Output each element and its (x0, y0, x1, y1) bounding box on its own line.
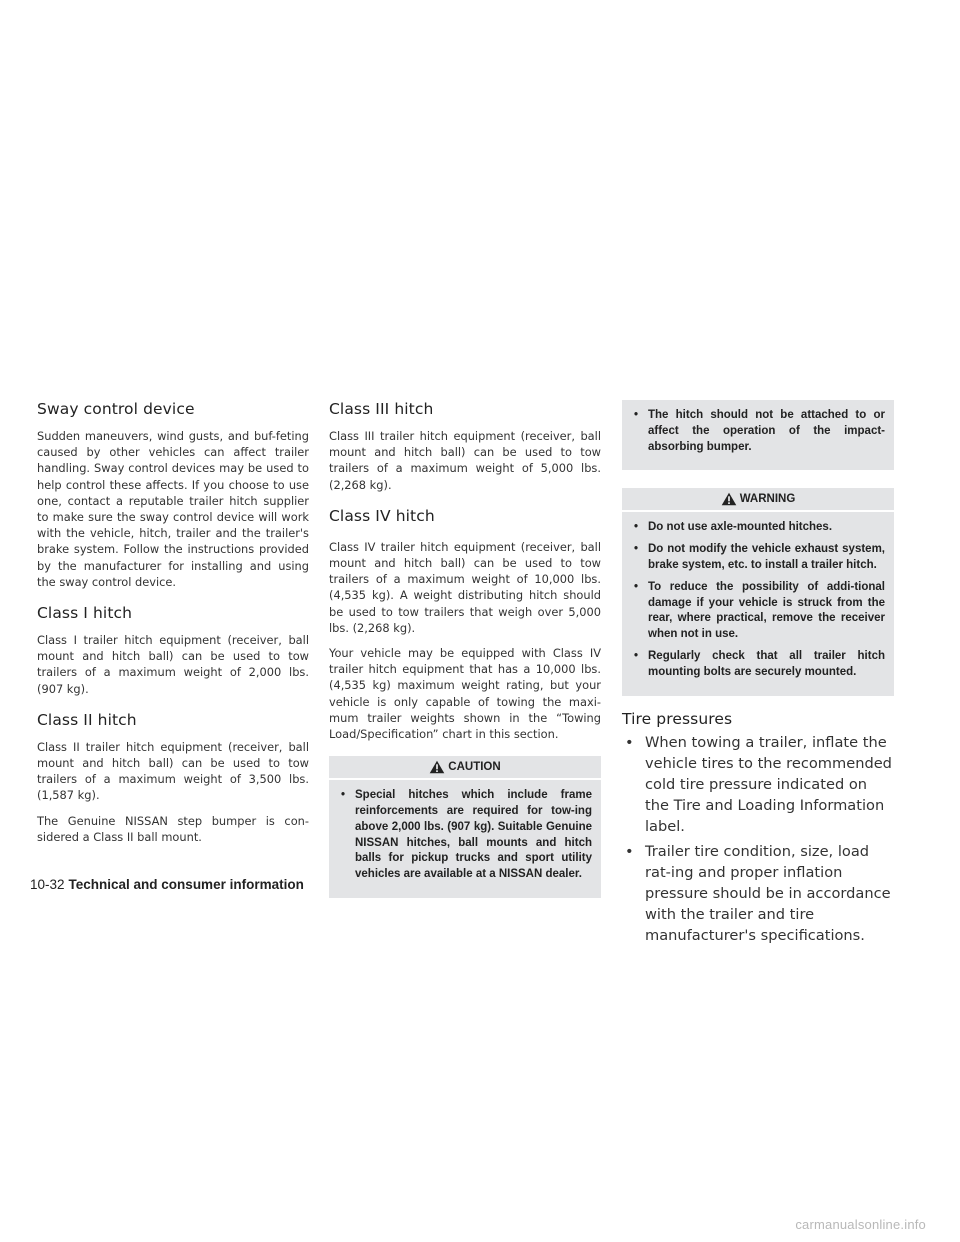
para-class-1: Class I trailer hitch equipment (receiver, ball mount and hitch ball) can be used to tow trailers of a maximum weight of 2,000 lbs. (907 kg). (37, 633, 309, 696)
page-number: 10-32 (30, 877, 65, 892)
warning-box (622, 488, 894, 695)
heading-class-2: Class II hitch (37, 710, 137, 729)
heading-tire-pressures: Tire pressures (622, 709, 733, 728)
caution-item: • The hitch should not be attached to or affect the operation of the impact-absorbing bumper. (631, 408, 885, 455)
para-class-4-a: Class IV trailer hitch equipment (receiver, ball mount and hitch ball) can be used to tow trailers of a maximum weight of 10,000 lbs. (4,535 kg). A weight distributing hitch should be used to tow trailers that weigh over 5,000 lbs. (2,268 kg). (329, 539, 601, 635)
heading-class-4: Class IV hitch (329, 506, 435, 525)
para-class-2-a: Class II trailer hitch equipment (receiver, ball mount and hitch ball) can be used to tow trailers of a maximum weight of 3,500 lbs. (1,587 kg). (37, 739, 309, 803)
tire-pressures-list (622, 732, 894, 947)
column-3 (622, 400, 894, 961)
section-class-3 (329, 400, 601, 493)
warning-list (622, 512, 894, 680)
section-tire-pressures (622, 710, 894, 947)
section-title: Technical and consumer information (68, 877, 304, 892)
column-2 (329, 400, 601, 908)
heading-class-1: Class I hitch (37, 604, 133, 623)
caution-item: • Special hitches which include frame reinforcements are required for tow-ing above 2,000 lbs. (907 kg). Suitable Genuine NISSAN hitches, ball mounts and hitch balls for pickup trucks and sport utility vehicles are available at a NISSAN dealer. (338, 788, 592, 883)
list-item: • When towing a trailer, inflate the vehicle tires to the recommended cold tire pressure indicated on the Tire and Loading Information label. (622, 732, 894, 838)
para-class-4-b: Your vehicle may be equipped with Class IV trailer hitch equipment that has a 10,000 lbs. (4,535 kg) maximum weight rating, but your vehicle is only capable of towing the maxi-mum trailer weights shown in the “Towing Load/Specification” chart in this section. (329, 646, 601, 742)
heading-sway-control: Sway control device (37, 400, 195, 418)
caution-box-continued (622, 400, 894, 470)
list-item: • Trailer tire condition, size, load rat-ing and proper inflation pressure should be in accordance with the trailer and tire manufacturer's specifications. (622, 841, 894, 947)
section-class-1 (37, 604, 309, 697)
warning-item: • To reduce the possibility of addi-tional damage if your vehicle is struck from the rear, where practical, remove the receiver when not in use. (631, 580, 885, 643)
caution-label: CAUTION (448, 761, 501, 774)
caution-continued-list (622, 400, 894, 455)
warning-label: WARNING (739, 493, 796, 506)
warning-header (622, 488, 894, 512)
caution-list (329, 780, 601, 883)
heading-class-3: Class III hitch (329, 400, 434, 418)
page-footer (30, 877, 304, 892)
alert-triangle-icon (721, 492, 737, 506)
para-sway-control: Sudden maneuvers, wind gusts, and buf-feting caused by other vehicles can affect trailer handling. Sway control devices may be used to help control these affects. If you choose to use one, contact a reputable trailer hitch supplier to make sure the sway control device will work with the vehicle, hitch, trailer and the trailer's brake system. Follow the instructions provided by the manufacturer for installing and using the sway control device. (37, 429, 309, 589)
warning-item: • Do not modify the vehicle exhaust system, brake system, etc. to install a trailer hitch. (631, 542, 885, 574)
section-class-4 (329, 507, 601, 742)
section-class-2 (37, 711, 309, 845)
warning-item: • Regularly check that all trailer hitch mounting bolts are securely mounted. (631, 649, 885, 681)
caution-header (329, 756, 601, 780)
alert-triangle-icon (429, 760, 445, 774)
para-class-2-b: The Genuine NISSAN step bumper is con-sidered a Class II ball mount. (37, 813, 309, 844)
caution-box (329, 756, 601, 898)
column-1 (37, 400, 309, 859)
section-sway-control (37, 400, 309, 590)
para-class-3: Class III trailer hitch equipment (receiver, ball mount and hitch ball) can be used to tow trailers of a maximum weight of 5,000 lbs. (2,268 kg). (329, 429, 601, 492)
watermark: carmanualsonline.info (795, 1217, 926, 1232)
warning-item: • Do not use axle-mounted hitches. (631, 520, 885, 536)
